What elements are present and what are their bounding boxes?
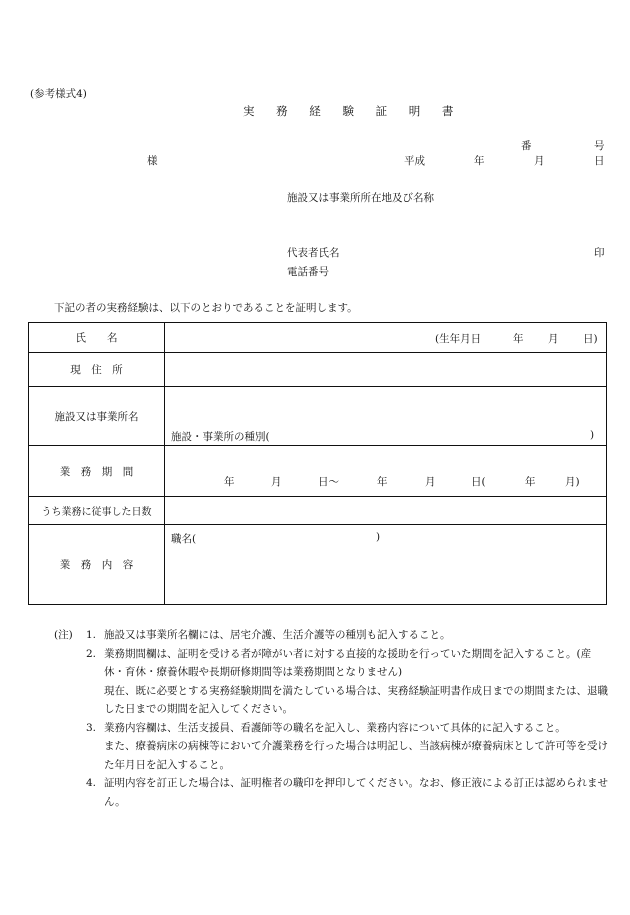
row-name [29,323,607,353]
month-label: 月 [534,155,545,167]
certification-intro: 下記の者の実務経験は、以下のとおりであることを証明します。 [54,302,358,314]
birth-month: 月 [548,333,559,345]
representative-label: 代表者氏名 [287,247,340,259]
period-start-month: 月 [271,476,282,488]
birth-open: (生年月日 [435,333,482,345]
note-number: 3. [86,721,97,734]
period-end-year: 年 [377,476,388,488]
note-item-1 [54,626,610,645]
note-number: 2. [86,647,97,660]
birth-year: 年 [513,333,524,345]
row-period [29,446,607,497]
period-total-month: 月) [565,476,580,488]
era-label: 平成 [404,155,425,167]
name-field[interactable] [165,323,607,353]
birth-day: 日) [583,333,598,345]
note-number: 4. [86,777,97,789]
period-total-year: 年 [525,476,536,488]
number-label: 番 [521,140,532,152]
period-start-day: 日〜 [318,476,339,488]
days-label: うち業務に従事した日数 [29,497,165,525]
notes-section [54,626,610,811]
certificate-table [28,322,607,605]
content-label: 業 務 内 容 [29,525,165,605]
job-title-close: ) [376,531,381,543]
facility-type-label: 施設・事業所の種別( [171,431,270,443]
note-text: 現在、既に必要とする実務経験期間を満たしている場合は、実務経験証明書作成日までの期間または、退職した日までの期間を記入してください。 [104,684,608,715]
seal-label: 印 [594,247,605,259]
note-text: 証明内容を訂正した場合は、証明権者の職印を押印してください。なお、修正液による訂正は認められません。 [104,777,608,808]
period-end-month: 月 [425,476,436,488]
note-text: 業務内容欄は、生活支援員、看護師等の職名を記入し、業務内容について具体的に記入すること。 [104,721,566,734]
row-facility [29,387,607,446]
note-text: 施設又は事業所名欄には、居宅介護、生活介護等の種別も記入すること。 [104,629,451,641]
address-field[interactable] [165,353,607,387]
notes-head: (注) [54,629,73,641]
address-label: 現 住 所 [29,353,165,387]
note-item-4 [54,774,610,811]
content-field[interactable] [165,525,607,605]
note-text: また、療養病床の病棟等において介護業務を行った場合は明記し、当該病棟が療養病床として許可等を受けた年月日を記入すること。 [104,740,608,771]
number-suffix: 号 [594,140,605,152]
note-text: 業務期間欄は、証明を受ける者が障がい者に対する直接的な援助を行っていた期間を記入すること。(産休・育休・療養休暇や長期研修期間等は業務期間となりません) [104,647,592,678]
job-title-label: 職名( [171,533,197,545]
form-reference: (参考様式4) [30,88,87,100]
period-end-day: 日( [471,476,486,488]
period-start-year: 年 [224,476,235,488]
facility-field[interactable] [165,387,607,446]
note-number: 1. [86,629,97,641]
period-label: 業 務 期 間 [29,446,165,497]
name-label: 氏 名 [29,323,165,353]
year-label: 年 [474,155,485,167]
day-label: 日 [594,155,605,167]
facility-location-label: 施設又は事業所所在地及び名称 [287,192,434,204]
row-address [29,353,607,387]
row-content [29,525,607,605]
row-days [29,497,607,525]
facility-label: 施設又は事業所名 [29,387,165,446]
facility-type-close: ) [590,429,595,441]
period-field[interactable] [165,446,607,497]
addressee-suffix: 様 [147,155,158,167]
document-title: 実 務 経 験 証 明 書 [243,104,463,118]
phone-label: 電話番号 [287,266,329,278]
days-field[interactable] [165,497,607,525]
note-item-2 [54,645,610,719]
note-item-3 [54,719,610,775]
